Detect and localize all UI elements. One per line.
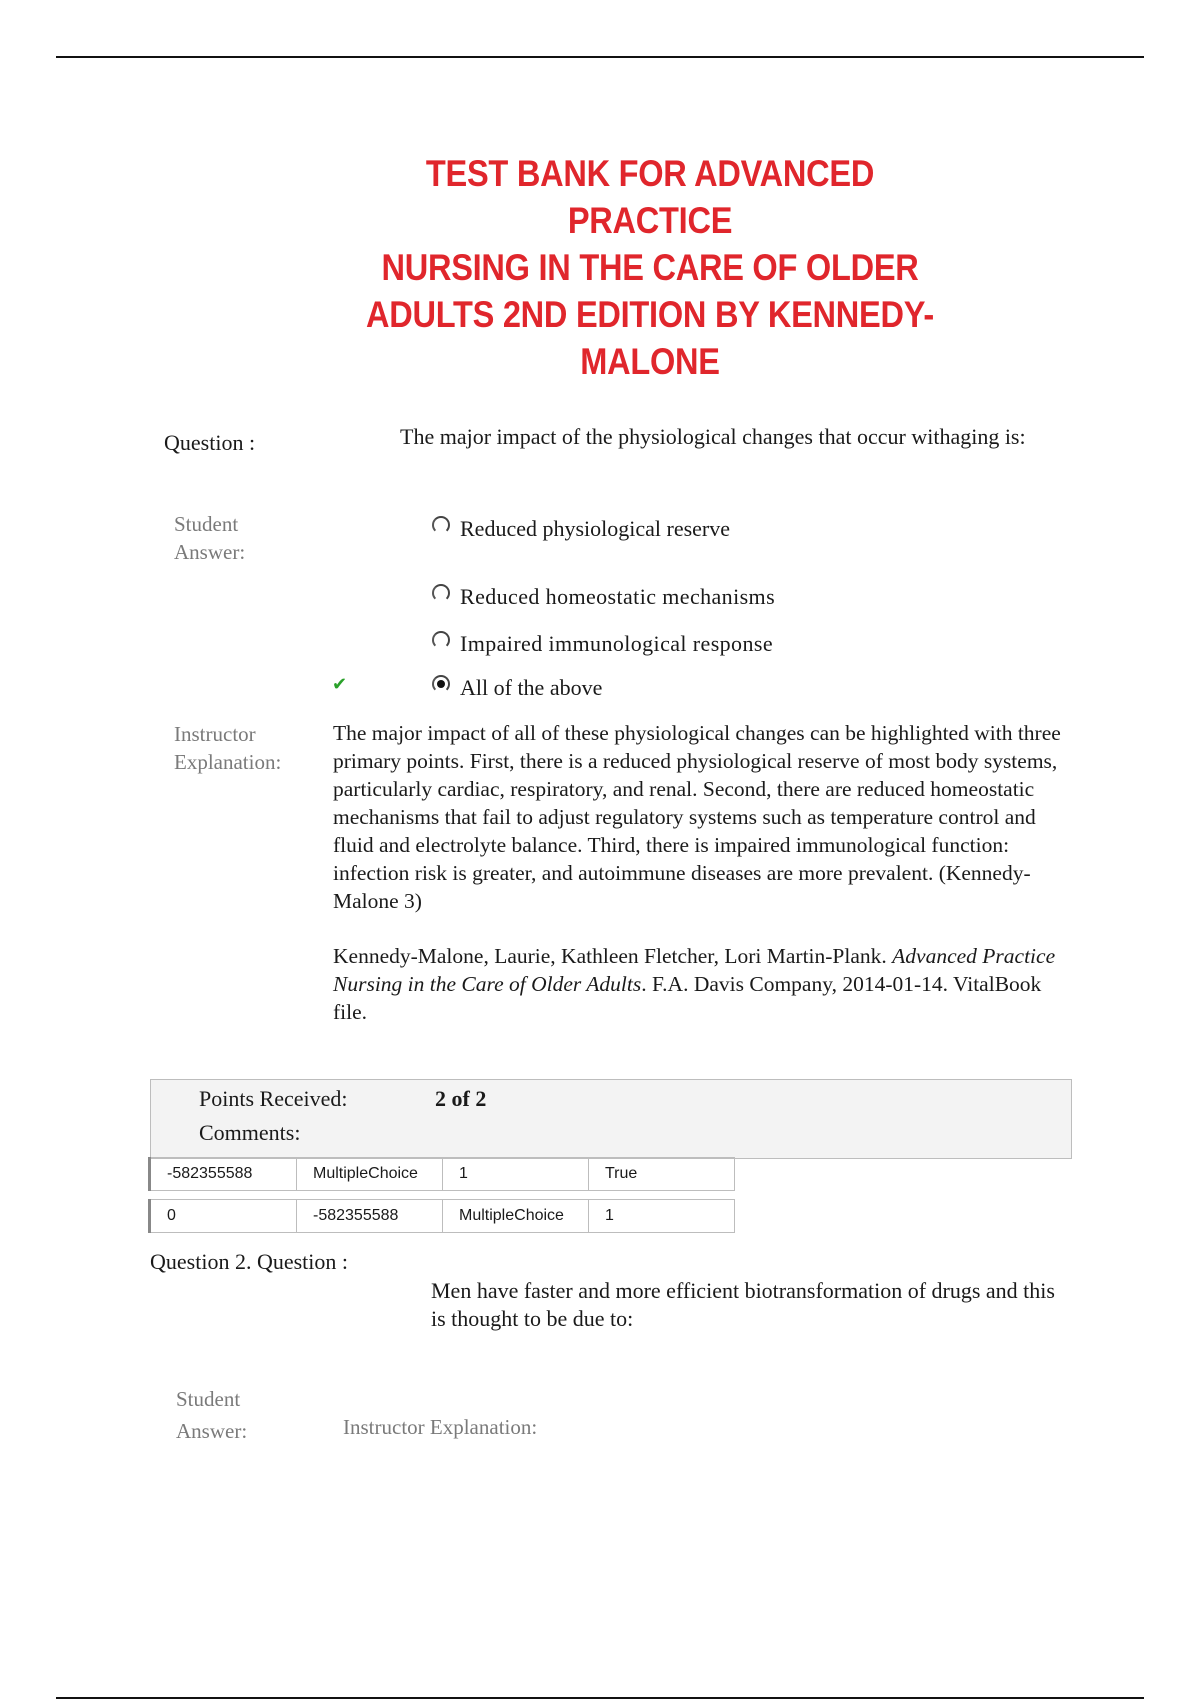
correct-check-icon: ✔ [332, 674, 348, 695]
bottom-rule [56, 1697, 1144, 1699]
answer-option-label: Reduced homeostatic mechanisms [460, 584, 776, 609]
answer-option-4[interactable] [432, 675, 602, 701]
table-cell: MultipleChoice [297, 1158, 443, 1191]
table-row [150, 1158, 735, 1191]
table-cell: MultipleChoice [443, 1200, 589, 1233]
table-cell: 1 [443, 1158, 589, 1191]
instructor-explanation-label-line-2: Explanation: [174, 750, 282, 774]
table-cell: 1 [589, 1200, 735, 1233]
citation-book-title: Advanced Practice Nursing in the Care of Older Adults [333, 944, 1056, 996]
student-answer-label-line-1: Student [174, 512, 239, 536]
title-line-4: MALONE [580, 341, 720, 382]
instructor-explanation-label [174, 720, 281, 776]
comments-label: Comments: [199, 1120, 301, 1145]
radio-button-icon[interactable] [432, 631, 450, 649]
instructor-explanation-label-line-1: Instructor [174, 722, 256, 746]
title-line-1: TEST BANK FOR ADVANCED PRACTICE [425, 153, 875, 241]
radio-button-selected-icon[interactable] [432, 675, 450, 693]
question-text: The major impact of the physiological changes that occur withaging is: [400, 424, 1026, 449]
question-2-instructor-explanation-label: Instructor Explanation: [343, 1415, 538, 1439]
citation-authors: Kennedy-Malone, Laurie, Kathleen Fletcher, Lori Martin-Plank. [333, 944, 887, 968]
citation [333, 942, 1063, 1026]
table-cell: True [589, 1158, 735, 1191]
top-rule [56, 56, 1144, 58]
table-row [150, 1200, 735, 1233]
question-2-heading: Question 2. Question : [150, 1249, 348, 1274]
student-answer-label [174, 510, 245, 566]
table-cell: 0 [150, 1200, 297, 1233]
answer-option-1[interactable] [432, 516, 730, 542]
document-title [342, 150, 958, 385]
student-answer-label-line-1: Student [176, 1387, 241, 1411]
table-cell: -582355588 [297, 1200, 443, 1233]
answer-option-label: All of the above [460, 675, 603, 700]
answer-option-3[interactable] [432, 631, 773, 657]
points-received-value: 2 of 2 [435, 1086, 487, 1111]
radio-button-icon[interactable] [432, 516, 450, 534]
question-2-student-answer-label [176, 1383, 247, 1447]
points-received-label: Points Received: [199, 1086, 348, 1111]
points-panel [150, 1079, 1072, 1159]
radio-button-icon[interactable] [432, 584, 450, 602]
question-label: Question : [164, 430, 256, 455]
instructor-explanation-text: The major impact of all of these physiological changes can be highlighted with three primary points. First, there is a reduced physiological reserve of most body systems, particularly cardiac, respiratory, and renal. Second, there are reduced homeostatic mechanisms that fail to adjust regulatory systems such as temperature control and fluid and electrolyte balance. Third, there is impaired immunological function: infection risk is greater, and autoimmune diseases are more prevalent. (Kennedy-Malone 3) [333, 721, 1061, 913]
answer-option-label: Impaired immunological response [460, 631, 773, 656]
meta-table-row-2 [148, 1199, 735, 1233]
student-answer-label-line-2: Answer: [174, 540, 246, 564]
answer-option-label: Reduced physiological reserve [460, 516, 731, 541]
question-2-text: Men have faster and more efficient biotransformation of drugs and this is thought to be due to: [431, 1278, 1055, 1331]
answer-option-2[interactable] [432, 584, 775, 610]
title-line-2: NURSING IN THE CARE OF OLDER [381, 247, 919, 288]
title-line-3: ADULTS 2ND EDITION BY KENNEDY- [366, 294, 934, 335]
table-cell: -582355588 [150, 1158, 297, 1191]
student-answer-label-line-2: Answer: [176, 1419, 248, 1443]
meta-table-row-1 [148, 1157, 735, 1191]
citation-publisher: . F.A. Davis Company, 2014-01-14. VitalBook file. [333, 972, 1042, 1024]
